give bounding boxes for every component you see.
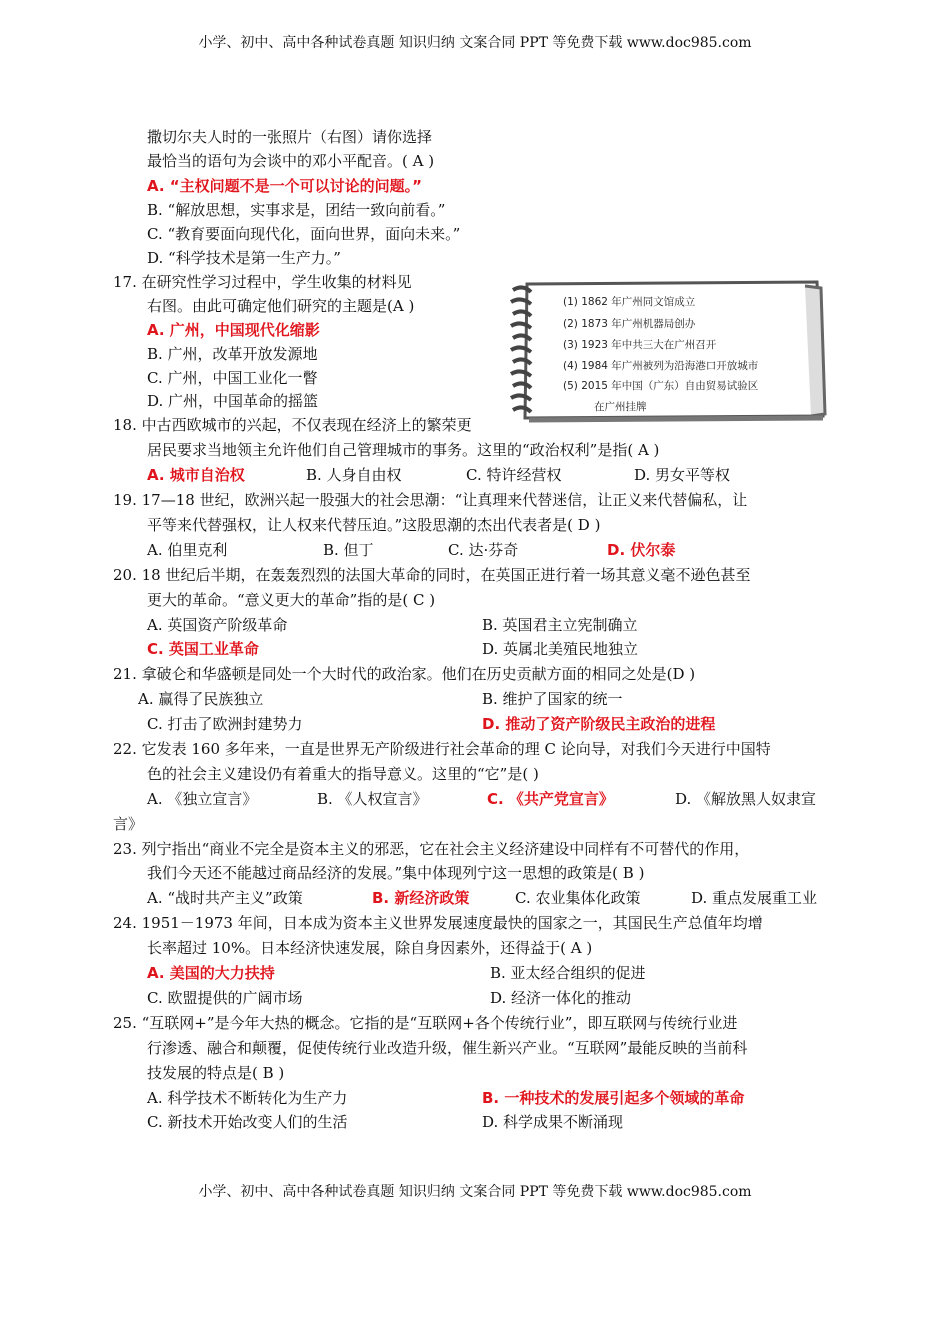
q20-option-b: B. 英国君主立宪制确立 <box>482 616 638 634</box>
q22-stem: 色的社会主义建设仍有着重大的指导意义。这里的“它”是( ) <box>147 765 539 783</box>
q17-stem: 17. 在研究性学习过程中，学生收集的材料见 <box>113 273 412 291</box>
q25-option-b: B. 一种技术的发展引起多个领域的革命 <box>482 1089 745 1107</box>
notebook-item: (4) 1984 年广州被列为沿海港口开放城市 <box>563 360 759 372</box>
q19-stem: 平等来代替强权，让人权来代替压迫。”这股思潮的杰出代表者是( D ) <box>147 516 601 534</box>
q20-stem: 20. 18 世纪后半期，在轰轰烈烈的法国大革命的同时，在英国正进行着一场其意义毫不逊色甚至 <box>113 566 751 584</box>
page-footer: 小学、初中、高中各种试卷真题 知识归纳 文案合同 PPT 等免费下载 www.doc985.com <box>198 1184 752 1200</box>
q18-stem: 居民要求当地领主允许他们自己管理城市的事务。这里的“政治权利”是指( A ) <box>147 441 660 459</box>
q25-option-a: A. 科学技术不断转化为生产力 <box>147 1089 348 1107</box>
q24-option-a: A. 美国的大力扶持 <box>147 964 275 982</box>
q20-option-c: C. 英国工业革命 <box>147 640 259 658</box>
q17-option-b: B. 广州，改革开放发源地 <box>147 345 318 363</box>
q19-option-b: B. 但丁 <box>323 541 374 559</box>
q25-stem: 行渗透、融合和颠覆，促使传统行业改造升级，催生新兴产业。“互联网”最能反映的当前科 <box>147 1039 748 1057</box>
q19-option-d: D. 伏尔泰 <box>607 541 676 559</box>
q22-option-d-wrap: 言》 <box>113 815 144 833</box>
q19-stem: 19. 17—18 世纪，欧洲兴起一股强大的社会思潮：“让真理来代替迷信，让正义来代替偏私，让 <box>113 491 748 509</box>
notebook-image <box>505 276 827 424</box>
q16-option-c: C. “教育要面向现代化，面向世界，面向未来。” <box>147 225 461 243</box>
q16-option-b: B. “解放思想，实事求是，团结一致向前看。” <box>147 201 446 219</box>
q21-stem: 21. 拿破仑和华盛顿是同处一个大时代的政治家。他们在历史贡献方面的相同之处是(D ) <box>113 665 696 683</box>
notebook-item: (1) 1862 年广州同文馆成立 <box>563 296 696 308</box>
q16-option-a: A. “主权问题不是一个可以讨论的问题。” <box>147 177 423 195</box>
q20-stem: 更大的革命。“意义更大的革命”指的是( C ) <box>147 591 436 609</box>
q24-option-b: B. 亚太经合组织的促进 <box>490 964 646 982</box>
q20-option-d: D. 英属北美殖民地独立 <box>482 640 639 658</box>
notebook-item: 在广州挂牌 <box>594 401 647 413</box>
q16-option-d: D. “科学技术是第一生产力。” <box>147 249 341 267</box>
q19-option-a: A. 伯里克利 <box>147 541 228 559</box>
q16-stem: 撒切尔夫人时的一张照片（右图）请你选择 <box>147 128 433 146</box>
q19-option-c: C. 达·芬奇 <box>448 541 519 559</box>
q25-option-c: C. 新技术开始改变人们的生活 <box>147 1113 348 1131</box>
q25-stem: 25. “互联网+”是今年大热的概念。它指的是“互联网+各个传统行业”，即互联网与传统行业进 <box>113 1014 738 1032</box>
notebook-item: (2) 1873 年广州机器局创办 <box>563 318 696 330</box>
q22-option-b: B. 《人权宣言》 <box>317 790 428 808</box>
q21-option-d: D. 推动了资产阶级民主政治的进程 <box>482 715 716 733</box>
q18-option-d: D. 男女平等权 <box>634 466 731 484</box>
q17-option-d: D. 广州，中国革命的摇篮 <box>147 392 319 410</box>
q23-option-d: D. 重点发展重工业 <box>691 889 818 907</box>
q21-option-a: A. 赢得了民族独立 <box>138 690 264 708</box>
notebook-item: (5) 2015 年中国（广东）自由贸易试验区 <box>563 380 759 392</box>
q24-option-d: D. 经济一体化的推动 <box>490 989 632 1007</box>
q22-option-c: C. 《共产党宣言》 <box>487 790 614 808</box>
q16-stem: 最恰当的语句为会谈中的邓小平配音。( A ) <box>147 152 435 170</box>
q18-option-b: B. 人身自由权 <box>306 466 402 484</box>
q21-option-c: C. 打击了欧洲封建势力 <box>147 715 303 733</box>
q24-stem: 长率超过 10%。日本经济快速发展，除自身因素外，还得益于( A ) <box>147 939 593 957</box>
page-header: 小学、初中、高中各种试卷真题 知识归纳 文案合同 PPT 等免费下载 www.doc985.com <box>198 35 752 51</box>
q25-option-d: D. 科学成果不断涌现 <box>482 1113 624 1131</box>
q17-option-c: C. 广州，中国工业化一瞥 <box>147 369 318 387</box>
q18-option-a: A. 城市自治权 <box>147 466 245 484</box>
q22-option-a: A. 《独立宣言》 <box>147 790 258 808</box>
q23-stem: 我们今天还不能越过商品经济的发展。”集中体现列宁这一思想的政策是( B ) <box>147 864 645 882</box>
q23-option-c: C. 农业集体化政策 <box>515 889 641 907</box>
q21-option-b: B. 维护了国家的统一 <box>482 690 623 708</box>
q17-option-a: A. 广州，中国现代化缩影 <box>147 321 320 339</box>
q20-option-a: A. 英国资产阶级革命 <box>147 616 288 634</box>
q23-stem: 23. 列宁指出“商业不完全是资本主义的邪恶，它在社会主义经济建设中同样有不可替代的作用， <box>113 840 750 858</box>
notebook-item: (3) 1923 年中共三大在广州召开 <box>563 339 717 351</box>
q22-option-d: D. 《解放黑人奴隶宣 <box>675 790 817 808</box>
q23-option-b: B. 新经济政策 <box>372 889 470 907</box>
q24-stem: 24. 1951－1973 年间，日本成为资本主义世界发展速度最快的国家之一，其国民生产总值年均增 <box>113 914 763 932</box>
q18-option-c: C. 特许经营权 <box>466 466 562 484</box>
q23-option-a: A. “战时共产主义”政策 <box>147 889 303 907</box>
q24-option-c: C. 欧盟提供的广阔市场 <box>147 989 303 1007</box>
q25-stem: 技发展的特点是( B ) <box>147 1064 285 1082</box>
q22-stem: 22. 它发表 160 多年来，一直是世界无产阶级进行社会革命的理 C 论向导，对我们今天进行中国特 <box>113 740 771 758</box>
q17-stem: 右图。由此可确定他们研究的主题是(A ) <box>147 297 415 315</box>
q18-stem: 18. 中古西欧城市的兴起，不仅表现在经济上的繁荣更 <box>113 416 472 434</box>
